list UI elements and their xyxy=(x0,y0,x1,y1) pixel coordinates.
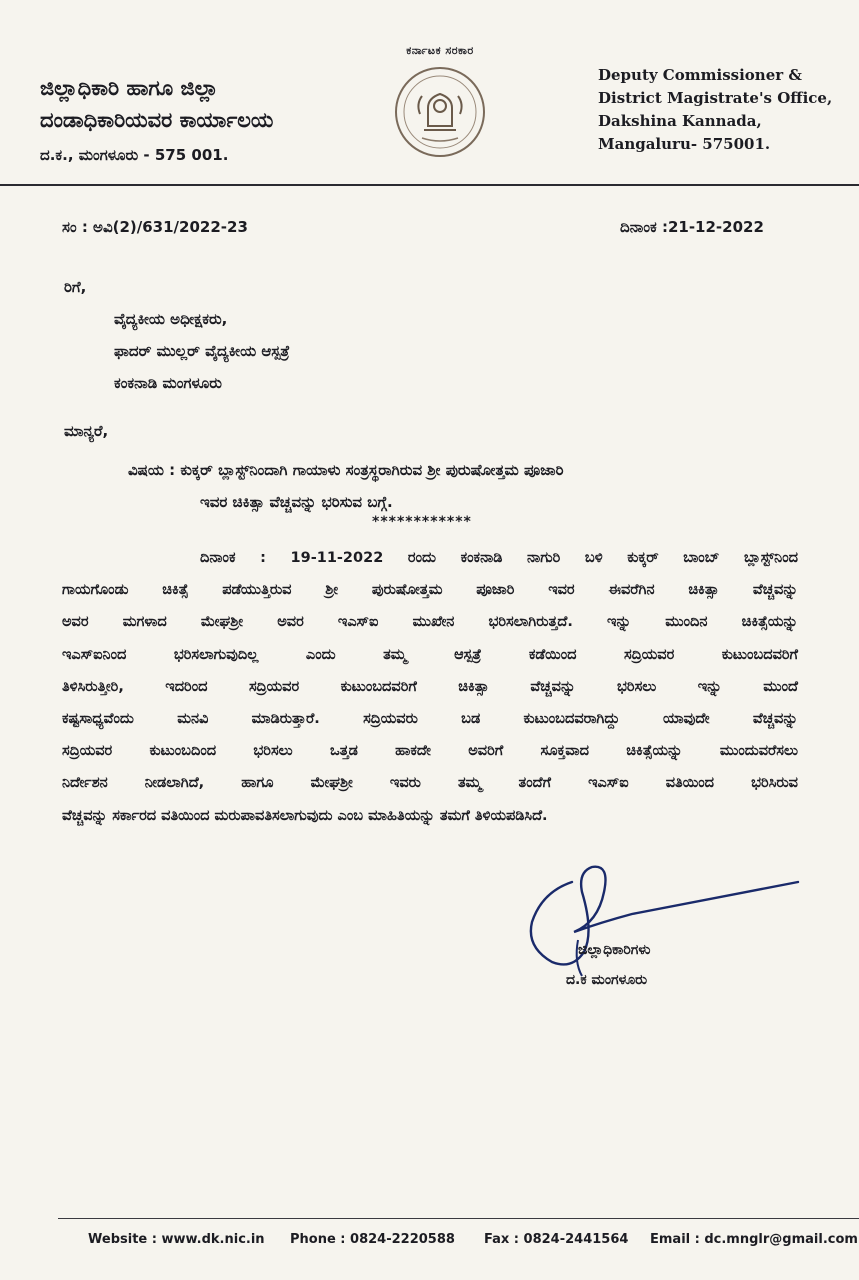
signatory-place: ದ.ಕ ಮಂಗಳೂರು xyxy=(566,972,648,988)
footer-email: Email : dc.mnglr@gmail.com xyxy=(650,1232,858,1247)
body-line: ನಿರ್ದೇಶನ ನೀಡಲಾಗಿದೆ, ಹಾಗೂ ಮೇಘಶ್ರೀ ಇವರು ತಮ್ಮ ತಂದೆಗೆ ಇಎಸ್‌ಐ ವತಿಯಿಂದ ಭರಿಸಿರುವ xyxy=(62,775,798,792)
recipient-to: ರಿಗೆ, xyxy=(64,278,87,296)
office-name-en-line4: Mangaluru- 575001. xyxy=(598,135,771,153)
office-name-kn-line1: ಜಿಲ್ಲಾಧಿಕಾರಿ ಹಾಗೂ ಜಿಲ್ಲಾ xyxy=(40,76,219,100)
office-name-kannada xyxy=(40,72,380,164)
reference-number: ಸಂ : ಅವಿ(2)/631/2022-23 xyxy=(62,218,248,236)
body-line: ದಿನಾಂಕ : 19-11-2022 ರಂದು ಕಂಕನಾಡಿ ನಾಗುರಿ ಬಳಿ ಕುಕ್ಕರ್ ಬಾಂಬ್ ಬ್ಲಾಸ್ಟ್‌ನಿಂದ xyxy=(200,550,798,566)
subject-line1: ವಿಷಯ : ಕುಕ್ಕರ್ ಬ್ಲಾಸ್ಟ್‌ನಿಂದಾಗಿ ಗಾಯಾಳು ಸಂತ್ರಸ್ಥರಾಗಿರುವ ಶ್ರೀ ಪುರುಷೋತ್ತಮ ಪೂಜಾರಿ xyxy=(128,461,564,479)
recipient-line2: ಫಾದರ್ ಮುಲ್ಲರ್ ವೈದ್ಯಕೀಯ ಆಸ್ಪತ್ರೆ xyxy=(114,342,290,360)
body-line: ಗಾಯಗೊಂಡು ಚಿಕಿತ್ಸೆ ಪಡೆಯುತ್ತಿರುವ ಶ್ರೀ ಪುರುಷೋತ್ತಮ ಪೂಜಾರಿ ಇವರ ಈವರೆಗಿನ ಚಿಕಿತ್ಸಾ ವೆಚ್ಚವನ್ನು xyxy=(62,582,798,599)
footer-divider xyxy=(58,1218,859,1219)
office-name-en-line1: Deputy Commissioner & xyxy=(598,66,802,84)
footer-website: Website : www.dk.nic.in xyxy=(88,1232,265,1247)
separator-stars: ************ xyxy=(372,514,472,530)
body-line: ಅವರ ಮಗಳಾದ ಮೇಘಶ್ರೀ ಅವರ ಇಎಸ್‌ಐ ಮುಖೇನ ಭರಿಸಲಾಗಿರುತ್ತದೆ. ಇನ್ನು ಮುಂದಿನ ಚಿಕಿತ್ಸೆಯನ್ನು xyxy=(62,614,798,631)
karnataka-emblem-icon xyxy=(392,64,488,160)
body-line: ಇಎಸ್‌ಐನಿಂದ ಭರಿಸಲಾಗುವುದಿಲ್ಲ ಎಂದು ತಮ್ಮ ಆಸ್ಪತ್ರೆ ಕಡೆಯಿಂದ ಸದ್ರಿಯವರ ಕುಟುಂಬದವರಿಗೆ xyxy=(62,646,798,663)
footer-phone: Phone : 0824-2220588 xyxy=(290,1232,455,1247)
salutation: ಮಾನ್ಯರೆ, xyxy=(64,422,109,440)
body-line: ವೆಚ್ಚವನ್ನು ಸರ್ಕಾರದ ವತಿಯಿಂದ ಮರುಪಾವತಿಸಲಾಗುವುದು ಎಂಬ ಮಾಹಿತಿಯನ್ನು ತಮಗೆ ತಿಳಿಯಪಡಿಸಿದೆ. xyxy=(62,807,548,824)
office-name-en-line3: Dakshina Kannada, xyxy=(598,112,762,130)
office-name-kn-line2: ದಂಡಾಧಿಕಾರಿಯವರ ಕಾರ್ಯಾಲಯ xyxy=(40,108,274,132)
subject-line2: ಇವರ ಚಿಕಿತ್ಸಾ ವೆಚ್ಚವನ್ನು ಭರಿಸುವ ಬಗ್ಗೆ. xyxy=(200,493,393,511)
letter-date: ದಿನಾಂಕ :21-12-2022 xyxy=(620,218,764,236)
letter-body xyxy=(62,542,798,832)
government-label: ಕರ್ನಾಟಕ ಸರಕಾರ xyxy=(406,44,474,57)
footer-fax: Fax : 0824-2441564 xyxy=(484,1232,629,1247)
recipient-line3: ಕಂಕನಾಡಿ ಮಂಗಳೂರು xyxy=(114,374,222,392)
letter-footer xyxy=(0,1228,859,1252)
handwritten-signature xyxy=(512,852,812,982)
government-emblem-block xyxy=(380,44,500,164)
signatory-title: ಜಿಲ್ಲಾಧಿಕಾರಿಗಳು xyxy=(578,942,651,958)
body-line: ಕಷ್ಟಸಾಧ್ಯವೆಂದು ಮನವಿ ಮಾಡಿರುತ್ತಾರೆ. ಸದ್ರಿಯವರು ಬಡ ಕುಟುಂಬದವರಾಗಿದ್ದು ಯಾವುದೇ ವೆಚ್ಚವನ್ನು xyxy=(62,711,798,728)
body-line: ತಿಳಿಸಿರುತ್ತೀರಿ, ಇದರಿಂದ ಸದ್ರಿಯವರ ಕುಟುಂಬದವರಿಗೆ ಚಿಕಿತ್ಸಾ ವೆಚ್ಚವನ್ನು ಭರಿಸಲು ಇನ್ನು ಮುಂದೆ xyxy=(62,678,798,695)
office-name-english xyxy=(598,64,838,156)
header-divider xyxy=(0,184,859,186)
body-line: ಸದ್ರಿಯವರ ಕುಟುಂಬದಿಂದ ಭರಿಸಲು ಒತ್ತಡ ಹಾಕದೇ ಅವರಿಗೆ ಸೂಕ್ತವಾದ ಚಿಕಿತ್ಸೆಯನ್ನು ಮುಂದುವರೆಸಲು xyxy=(62,743,798,760)
recipient-line1: ವೈದ್ಯಕೀಯ ಅಧೀಕ್ಷಕರು, xyxy=(114,310,228,328)
subject-block xyxy=(128,454,563,518)
office-address-kn: ದ.ಕ., ಮಂಗಳೂರು - 575 001. xyxy=(40,146,229,164)
office-name-en-line2: District Magistrate's Office, xyxy=(598,89,833,107)
